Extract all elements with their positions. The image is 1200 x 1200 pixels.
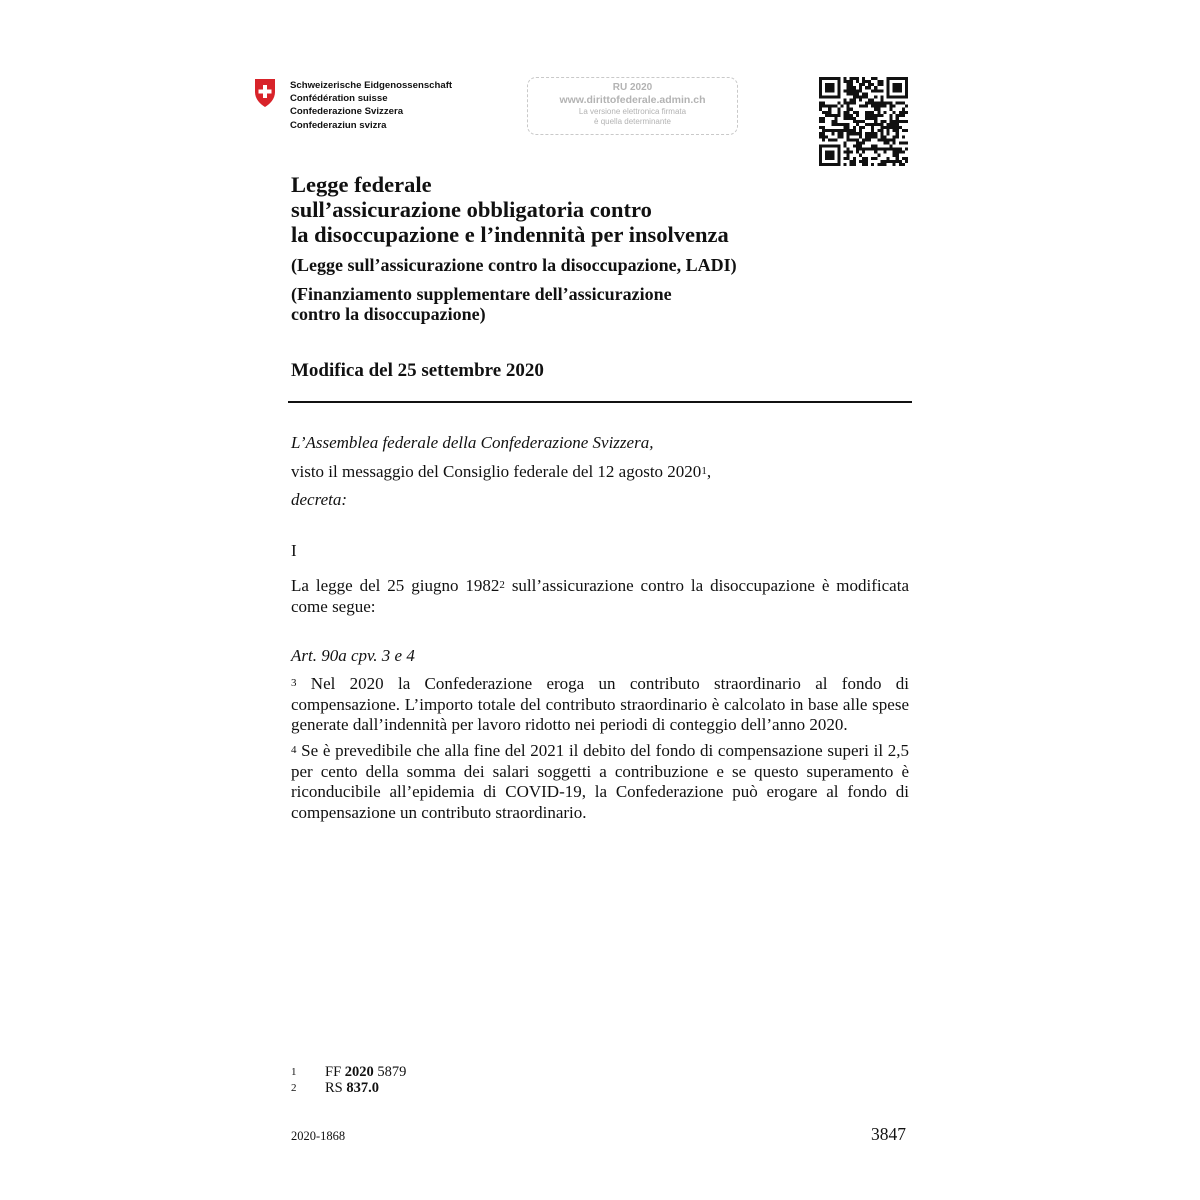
footnote-2 xyxy=(291,1080,379,1096)
law-title xyxy=(291,172,729,247)
footnote-ref-2[interactable]: 2 xyxy=(499,579,505,591)
paragraph-4-text: Se è prevedibile che alla fine del 2021 il debito del fondo di compensazione superi il 2,5 per cento della somma dei salari soggetti a contribuzione e se questo superamento è riconducibile all’epidemia di COVID-19, la Confederazione può erogare al fondo di compensazione un contributo straordinario. xyxy=(291,741,909,822)
article-heading: Art. 90a cpv. 3 e 4 xyxy=(291,646,415,665)
confederation-name-it: Confederazione Svizzera xyxy=(290,106,404,118)
footnote-1-prefix: FF xyxy=(325,1064,345,1080)
paragraph-4 xyxy=(291,741,909,823)
divider xyxy=(288,401,912,403)
footnote-1-bold: 2020 xyxy=(344,1064,374,1080)
amendment-date: Modifica del 25 settembre 2020 xyxy=(291,360,544,381)
footnote-2-number: 2 xyxy=(291,1082,297,1094)
law-title-line-1: Legge federale xyxy=(291,172,432,197)
confederation-name-fr: Confédération suisse xyxy=(290,93,388,105)
stamp-collection: RU 2020 xyxy=(612,82,653,93)
footnote-1-suffix: 5879 xyxy=(373,1064,407,1080)
confederation-name-de: Schweizerische Eidgenossenschaft xyxy=(290,80,453,91)
footnote-1 xyxy=(291,1064,406,1080)
message-text: visto il messaggio del Consiglio federale del 12 agosto 2020 xyxy=(291,461,702,481)
footnote-2-prefix: RS xyxy=(325,1080,347,1096)
intro-paragraph xyxy=(291,576,909,617)
paragraph-3-text: Nel 2020 la Confederazione eroga un contributo straordinario al fondo di compensazione. L’importo totale del contributo straordinario è calcolato in base alle spese generate dall’indennità per lavoro ridotto nei periodi di conteggio dell’anno 2020. xyxy=(291,674,909,734)
swiss-cross-icon xyxy=(253,78,277,108)
footnote-2-bold: 837.0 xyxy=(346,1080,379,1096)
qr-code-icon xyxy=(819,77,908,166)
section-number: I xyxy=(291,541,297,560)
confederation-name-rm: Confederaziun svizra xyxy=(290,119,387,131)
message-end: , xyxy=(706,461,712,481)
short-title: (Legge sull’assicurazione contro la disoccupazione, LADI) xyxy=(291,255,737,275)
decrees-line: decreta: xyxy=(291,490,348,509)
law-title-line-3: la disoccupazione e l’indennità per insolvenza xyxy=(291,222,729,247)
stamp-website: www.dirittofederale.admin.ch xyxy=(559,94,706,106)
law-title-line-2: sull’assicurazione obbligatoria contro xyxy=(291,197,652,222)
stamp-note-1: La versione elettronica firmata xyxy=(578,107,687,116)
stamp-note-2: è quella determinante xyxy=(594,117,671,126)
document-number: 2020-1868 xyxy=(291,1129,346,1143)
subtitle xyxy=(291,284,672,324)
official-stamp xyxy=(527,77,738,135)
paragraph-4-number: 4 xyxy=(291,744,297,756)
preamble xyxy=(291,433,909,519)
paragraph-3-number: 3 xyxy=(291,677,297,689)
message-line xyxy=(291,462,909,483)
subtitle-line-1: (Finanziamento supplementare dell’assicurazione xyxy=(291,284,672,304)
footnote-ref-1[interactable]: 1 xyxy=(701,464,707,477)
page-number: 3847 xyxy=(871,1124,906,1144)
paragraph-3 xyxy=(291,674,909,736)
subtitle-line-2: contro la disoccupazione) xyxy=(291,304,486,324)
confederation-names xyxy=(290,79,452,132)
footnote-1-number: 1 xyxy=(291,1066,297,1078)
assembly-line: L’Assemblea federale della Confederazione Svizzera, xyxy=(291,433,654,452)
intro-text-b: sull’assicurazione contro la disoccupazione è modificata come segue: xyxy=(291,576,909,616)
intro-text-a: La legge del 25 giugno 1982 xyxy=(291,576,500,595)
